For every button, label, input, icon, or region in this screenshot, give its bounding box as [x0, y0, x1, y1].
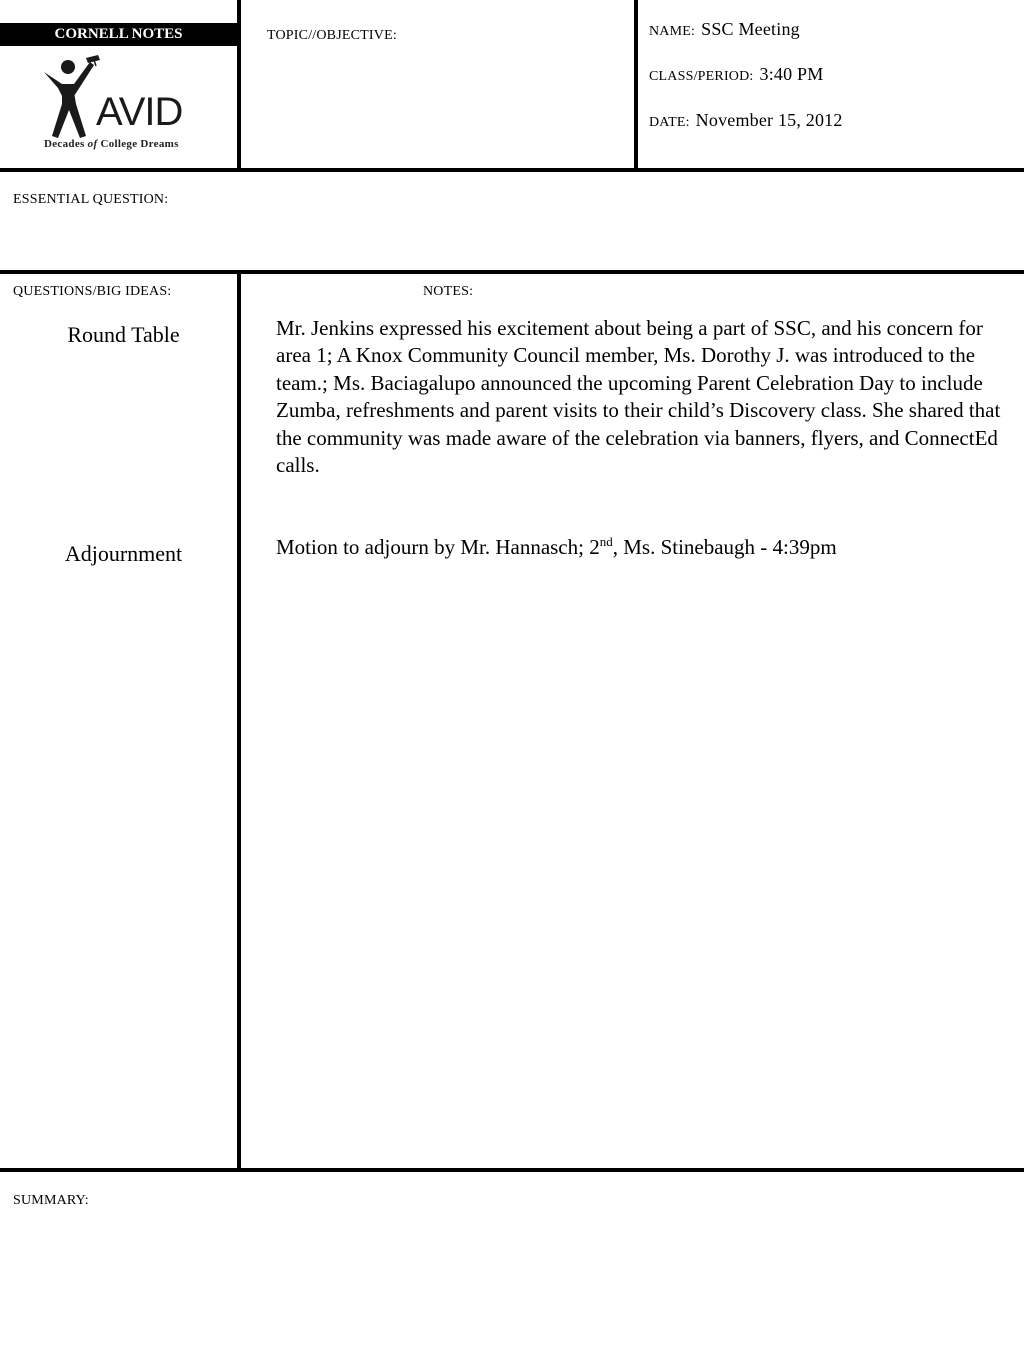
header-divider-right	[634, 0, 638, 170]
avid-figure-icon	[40, 52, 100, 142]
essential-question-rule	[0, 270, 1024, 274]
note-adjournment: Motion to adjourn by Mr. Hannasch; 2nd, Ms. Stinebaugh - 4:39pm	[276, 534, 837, 559]
class-period-label: CLASS/PERIOD:	[649, 69, 754, 84]
date-field	[649, 110, 843, 131]
name-value: SSC Meeting	[701, 19, 800, 39]
summary-label: SUMMARY:	[13, 1193, 89, 1208]
notes-label: NOTES:	[423, 284, 474, 299]
class-period-field	[649, 64, 823, 85]
topic-objective-label: TOPIC//OBJECTIVE:	[267, 28, 397, 43]
header-divider-left	[237, 0, 241, 170]
name-label: NAME:	[649, 24, 696, 39]
date-value: November 15, 2012	[695, 110, 843, 130]
date-label: DATE:	[649, 115, 690, 130]
cue-round-table: Round Table	[67, 322, 180, 347]
avid-logo-tagline: Decades of College Dreams	[44, 138, 179, 150]
notes-column-divider	[237, 270, 241, 1172]
cornell-notes-badge: CORNELL NOTES	[0, 23, 237, 46]
note-round-table: Mr. Jenkins expressed his excitement about being a part of SSC, and his concern for area 1; A Knox Community Council member, Ms. Dorothy J. was introduced to the team.; Ms. Baciagalupo announced the upcoming Parent Celebration Day to include Zumba, refreshments and parent visits to their child’s Discovery class. She shared that the community was made aware of the celebration via banners, flyers, and ConnectEd calls.	[276, 316, 1001, 478]
avid-logo-word: AVID	[96, 90, 183, 134]
class-period-value: 3:40 PM	[759, 64, 824, 84]
header-bottom-rule	[0, 168, 1024, 172]
avid-logo	[40, 52, 200, 156]
name-field	[649, 19, 800, 40]
essential-question-label: ESSENTIAL QUESTION:	[13, 192, 169, 207]
questions-big-ideas-label: QUESTIONS/BIG IDEAS:	[13, 284, 172, 299]
summary-rule	[0, 1168, 1024, 1172]
cue-adjournment: Adjournment	[64, 541, 183, 566]
